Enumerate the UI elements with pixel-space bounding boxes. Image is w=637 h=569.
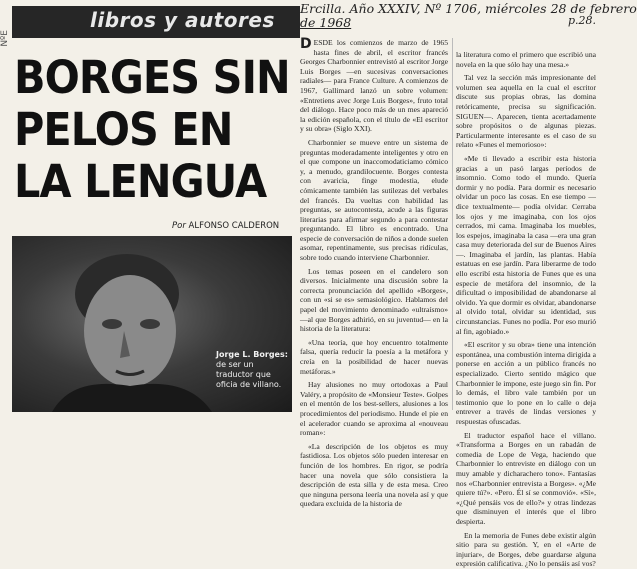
author-photo (12, 236, 292, 412)
section-label: libros y autores (90, 8, 275, 32)
byline-author: ALFONSO CALDERON (188, 221, 280, 231)
column-rule (452, 38, 453, 410)
paragraph: DESDE los comienzos de marzo de 1965 hasta fines de abril, el escritor francés Georges Charbonnier entrevistó al escritor Jorge Luis Borges —en sucesivas conversaciones radiales— para France Culture. A comienzos de 1967, Gallimard lanzó un sobre volumen: «Entretiens avec Jorge Luis Borges», fruto total del diálogo. Hace poco más de un mes apareció la edición española, con el título de «El escritor y su obra» (Siglo XXI). (300, 36, 448, 134)
article-column-2 (456, 50, 596, 569)
paragraph: «Una teoría, que hoy encuentro totalmente falsa, quería reducir la poesía a la metáfora y creía en la posibilidad de hacer nuevas metáforas.» (300, 337, 448, 376)
paragraph: «El escritor y su obra» tiene una intención espontánea, una combustión interna dirigida a ponerse en acción a un público francés no especializado. Cierto sentido mágico que Charbonnier le impone, este juego sin fin. Por lo demás, el libro vale también por un testimonio que lo pone en lo calle o deja entrever a través de lindas versiones y respuestas ofuscadas. (456, 340, 596, 426)
paragraph: El traductor español hace el villano. «Transforma a Borges en un rabadán de comedia de Lope de Vega, haciendo que Charbonnier lo entreviste en diálogo con un muy amable y dicharachero tono». Fantasías nos «Charbonnier entrevista a Borges». «¿Me quiere tú?». «Pero. Él sí se conmovió». «Sí», «¿Qué pensáis vos de ello?» y otras lindezas que disminuyen el interés que el libro despierta. (456, 430, 596, 526)
section-banner (12, 6, 300, 38)
annotation-line-2: de 1968 (300, 15, 352, 30)
photo-caption (216, 350, 288, 390)
annotation-page: p.28. (567, 14, 596, 27)
byline-prefix: Por (172, 221, 186, 231)
paragraph: la literatura como el primero que escribió una novela en la que sólo hay una mesa.» (456, 50, 596, 69)
headline-line-3: LA LENGUA (14, 155, 267, 208)
paragraph: «La descripción de los objetos es muy fastidiosa. Los objetos sólo pueden interesar en función de los hombres. En rigor, se podría hacer una novela que sólo consistiera la descripción de esta silla y de esta mesa. Creo que ninguna persona leería una novela así y que quedara excluida de la historia de (300, 441, 448, 509)
headline-line-1: BORGES SIN (14, 51, 290, 104)
caption-text: de ser un traductor que oficia de villano. (216, 360, 282, 389)
margin-mark: NºE (0, 30, 10, 47)
drop-cap: D (300, 36, 312, 52)
paragraph: Hay alusiones no muy ortodoxas a Paul Valéry, a propósito de «Monsieur Teste». Golpes en el mentón de los best-sellers, alusiones a los procedimientos del periodismo. Hunde el pie en el acelerador cuando se aproxima al «nouveau roman»: (300, 380, 448, 438)
paragraph: «Me ti llevado a escribir esta historia gracias a un pasó largas períodos de insomnio. Como todo el mundo. Quería dormir y no podía. Para dormir es necesario olvidar un poco las cosas. En ese tiempo —dice textualmente— podía olvidar. Cerraba los ojos y me imaginaba, con los ojos cerrados, mi cama. Imaginaba los muebles, los espejos, imaginaba la casa —era una gran casa muy deteriorada del sur de Buenos Aires—. Imaginaba el jardín, las plantas. Había estatuas en ese jardín. Para liberarme de todo ello escribí esta historia de Funes que es una especie de metáfora del insomnio, de la dificultad o imposibilidad de abandonarse al olvido. Ya que dormir es olvidar, abandonarse al olvido total, olvidar su identidad, sus circunstancias. Funes no podía. Por eso murió al fin, agobiado.» (456, 153, 596, 336)
paragraph: En la memoria de Funes debe existir algún sitio para su gestión. Y, en el «Arte de injuriar», de Borges, debe guardarse alguna expresión calificativa. ¿No lo pensáis así vos? (456, 530, 596, 569)
headline-line-2: PELOS EN (14, 103, 233, 156)
paragraph: Los temas poseen en el candelero son diversos. Inicialmente una discusión sobre la correcta pronunciación del apellido «Borges», con un «si se es» semasiológico. Hablamos del papel del movimiento denominado «ultraísmo» —al que Borges adhirió, en su juventud— en la historia de la literatura: (300, 266, 448, 334)
article-column-1 (300, 36, 448, 509)
caption-name: Jorge L. Borges: (216, 350, 288, 359)
headline (14, 51, 290, 208)
handwritten-annotation (300, 0, 637, 34)
annotation-line-1: Ercilla. Año XXXIV, Nº 1706, miércoles 28 de febrero (300, 1, 637, 16)
paragraph: Charbonnier se mueve entre un sistema de preguntas moderadamente inteligentes y otro en el que compone un inaccomodaticiamo cómico y, a menudo, grandilocuente. Borges contesta con avaricia, finge modestia, elude cómicamente también las sutilezas del verbales del francés. Da vueltas con habilidad las preguntas, se autocontesta, acude a las figuras literarias para afirmar segundo a para contestar preguntando. El libro es encontrado. Una especie de conversación de niños a donde suelen asomar, repentinamente, sus precisas ridículas, sobre todo cuando interviene Charbonnier. (300, 137, 448, 263)
paragraph: Tal vez la sección más impresionante del volumen sea aquella en la cual el escritor discute sus propias obras, las domina retóricamente, precisa su significación. SIGUEN—. Aparecen, tienta acertadamente sobre propósitos o de algunas piezas. Particularmente interesante es el caso de su relato «Funes el memorioso»: (456, 73, 596, 150)
byline (172, 221, 279, 231)
